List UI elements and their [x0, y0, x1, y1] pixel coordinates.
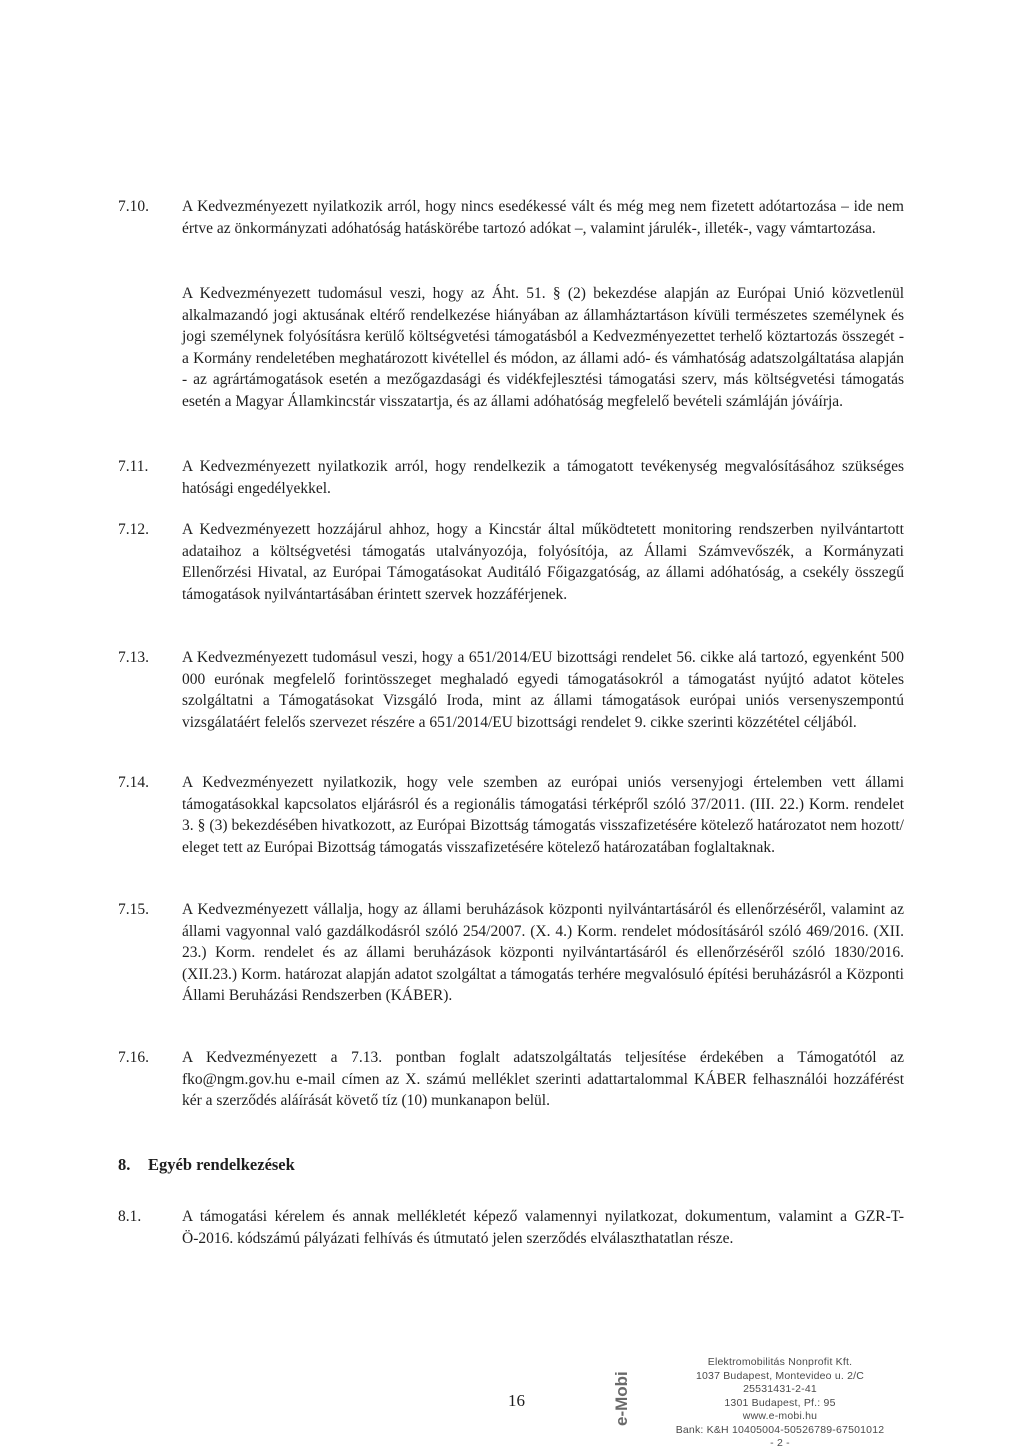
clause-text: A Kedvezményezett vállalja, hogy az állami beruházások központi nyilvántartásáról és ellenőrzéséről, valamint az állami vagyonnal való gazdálkodásról szóló 254/2007. (X. 4.) Korm. rendelet módosításáról szóló 469/2016. (XII. 23.) Korm. rendelet és az állami beruházások központi nyilvántartásáról és ellenőrzéséről szóló 1830/2016. (XII.23.) Korm. határozat alapján adatot szolgáltat a támogatás terhére megvalósuló építési beruházásról a Központi Állami Beruházási Rendszerben (KÁBER). — [182, 901, 904, 1004]
clause-text: A Kedvezményezett a 7.13. pontban foglalt adatszolgáltatás teljesítése érdekében a Támogatótól az fko@ngm.gov.hu e-mail címen az X. számú melléklet szerinti adattartalommal KÁBER felhasználói hozzáférést kér a szerződés aláírását követő tíz (10) munkanapon belül. — [182, 1049, 904, 1109]
e-mobi-logo-icon — [610, 1364, 634, 1428]
stamp-po-box: 1301 Budapest, Pf.: 95 — [724, 1396, 836, 1409]
clause-number: 7.15. — [118, 901, 149, 918]
clause-number: 7.13. — [118, 649, 149, 666]
clause-number: 7.16. — [118, 1049, 149, 1066]
clause-number: 7.14. — [118, 774, 149, 791]
stamp-lines — [650, 1356, 910, 1451]
section-title: Egyéb rendelkezések — [148, 1155, 295, 1174]
clause-7-10-paragraph: A Kedvezményezett tudomásul veszi, hogy az Áht. 51. § (2) bekezdése alapján az Európai Unió közvetlenül alkalmazandó jogi aktusának eltérő rendelkezése hiányában az államháztartáson kívüli természetes személynek és jogi személynek folyósításra kerülő költségvetési támogatásból a Kedvezményezettet terhelő köztartozás összegét - a Kormány rendeletében meghatározott kivétellel és módon, az állami adó- és vámhatóság adatszolgáltatása alapján - az agrártámogatások esetén a mezőgazdasági és vidékfejlesztési támogatási szerv, más költségvetési támogatás esetén a Magyar Államkincstár visszatartja, és az állami adóhatóság megfelelő bevételi számláján jóváírja. — [182, 285, 904, 410]
page-number: 16 — [508, 1391, 525, 1410]
stamp-address: 1037 Budapest, Montevideo u. 2/C — [695, 1369, 865, 1382]
company-stamp — [610, 1356, 910, 1449]
section-number: 8. — [118, 1155, 131, 1174]
clause-text: A Kedvezményezett nyilatkozik arról, hogy nincs esedékessé vált és még meg nem fizetett adótartozása – ide nem értve az önkormányzati adóhatóság hatáskörébe tartozó adókat –, valamint járulék-, illeték-, vagy vámtartozása. — [182, 198, 904, 237]
clause-number: 7.11. — [118, 458, 149, 475]
stamp-website: www.e-mobi.hu — [742, 1410, 818, 1422]
clause-number: 7.12. — [118, 521, 149, 538]
stamp-page-marker: - 2 - — [770, 1437, 790, 1449]
section-heading — [118, 1155, 295, 1175]
stamp-company-name: Elektromobilitás Nonprofit Kft. — [707, 1356, 853, 1368]
clause-text: A Kedvezményezett hozzájárul ahhoz, hogy a Kincstár által működtetett monitoring rendszerben nyilvántartott adataihoz a költségvetési támogatás utalványozója, folyósítója, az Állami Számvevőszék, a Kormányzati Ellenőrzési Hivatal, az Európai Támogatásokat Auditáló Főigazgatóság, az állami adóhatóság, a csekély összegű támogatások nyilvántartásában érintett szervek hozzáférjenek. — [182, 521, 904, 603]
clause-number: 8.1. — [118, 1208, 142, 1225]
stamp-bank-account: Bank: K&H 10405004-50526789-67501012 — [675, 1423, 885, 1436]
stamp-tax-number: 25531431-2-41 — [743, 1383, 817, 1395]
clause-number: 7.10. — [118, 198, 149, 215]
clause-text: A támogatási kérelem és annak mellékletét képező valamennyi nyilatkozat, dokumentum, valamint a GZR-T-Ö-2016. kódszámú pályázati felhívás és útmutató jelen szerződés elválaszthatatlan része. — [182, 1208, 904, 1247]
clause-text: A Kedvezményezett tudomásul veszi, hogy a 651/2014/EU bizottsági rendelet 56. cikke alá tartozó, egyenként 500 000 eurónak megfelelő forintösszeget meghaladó egyedi támogatásokról a támogatást nyújtó adatot köteles szolgáltatni a Támogatásokat Vizsgáló Iroda, mint az állami támogatások európai uniós versenyszempontú vizsgálatáért felelős szervezet részére a 651/2014/EU bizottsági rendelet 9. cikke szerinti közzététel céljából. — [182, 649, 904, 731]
clause-text: A Kedvezményezett nyilatkozik arról, hogy rendelkezik a támogatott tevékenység megvalósításához szükséges hatósági engedélyekkel. — [182, 458, 904, 497]
stamp-logo-text: e-Mobi — [612, 1371, 631, 1426]
clause-text: A Kedvezményezett nyilatkozik, hogy vele szemben az európai uniós versenyjogi értelemben vett állami támogatásokkal kapcsolatos eljárásról és a regionális támogatási térképről szóló 37/2011. (III. 22.) Korm. rendelet 3. § (3) bekezdésében hivatkozott, az Európai Bizottság támogatás visszafizetésére kötelező határozatot nem hozott/ eleget tett az Európai Bizottság támogatás visszafizetésére kötelező határozatában foglaltaknak. — [182, 774, 904, 856]
